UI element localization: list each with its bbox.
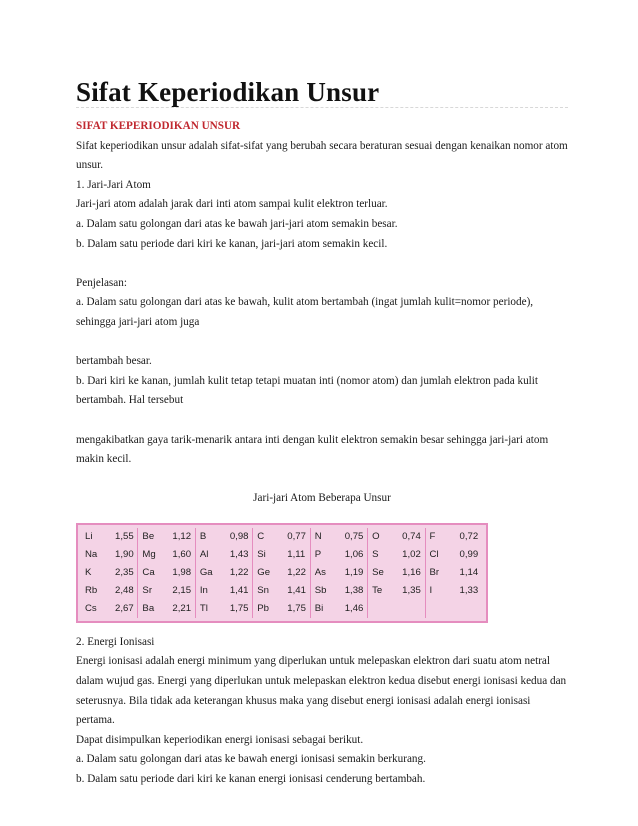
element-radius: 1,46: [341, 600, 368, 618]
element-radius: 2,67: [111, 600, 138, 618]
element-symbol: Sb: [314, 585, 327, 597]
element-symbol: Br: [429, 567, 440, 579]
element-symbol: P: [314, 549, 322, 561]
element-symbol: C: [257, 531, 265, 543]
element-symbol: [426, 600, 456, 618]
element-symbol: I: [429, 585, 433, 597]
element-symbol: Na: [85, 549, 98, 561]
element-radius: 1,90: [111, 546, 138, 564]
explain-a-1: a. Dalam satu golongan dari atas ke bawah, kulit atom bertambah (ingat jumlah kulit=nomor periode), sehingga jari-jari atom juga: [76, 296, 534, 328]
element-symbol: Rb: [85, 585, 98, 597]
element-symbol: K: [85, 567, 92, 579]
spacer: [76, 254, 568, 274]
element-radius: 0,77: [283, 528, 310, 546]
element-symbol: Ca: [142, 567, 155, 579]
spacer: [76, 333, 568, 353]
element-symbol: Al: [199, 549, 209, 561]
table-caption: Jari-jari Atom Beberapa Unsur: [253, 492, 391, 505]
element-symbol: N: [314, 531, 322, 543]
element-symbol: Tl: [199, 603, 208, 615]
spacer: [76, 411, 568, 431]
element-radius: 0,99: [459, 549, 479, 561]
element-radius: 1,41: [226, 582, 253, 600]
table-row: [81, 564, 483, 582]
element-radius: 1,22: [226, 564, 253, 582]
element-symbol: Ga: [199, 567, 213, 579]
element-symbol: Te: [372, 585, 383, 597]
element-radius: 1,22: [283, 564, 310, 582]
element-radius: 1,60: [168, 546, 195, 564]
element-radius: 1,43: [226, 546, 253, 564]
element-radius: 0,75: [341, 528, 368, 546]
jari-heading: 1. Jari-Jari Atom: [76, 178, 151, 191]
ionisasi-conclusion: Dapat disimpulkan keperiodikan energi ionisasi sebagai berikut.: [76, 733, 364, 746]
element-radius: [456, 600, 483, 618]
element-radius: 1,33: [459, 585, 479, 597]
element-radius: 1,14: [459, 567, 479, 579]
element-radius: 0,98: [226, 528, 253, 546]
ionisasi-point-a: a. Dalam satu golongan dari atas ke bawah energi ionisasi semakin berkurang.: [76, 753, 426, 766]
table-row: [81, 582, 483, 600]
title-divider: [76, 107, 568, 108]
explain-b-2: mengakibatkan gaya tarik-menarik antara inti dengan kulit elektron semakin besar sehingga jari-jari atom makin kecil.: [76, 433, 549, 466]
element-symbol: Sn: [257, 585, 270, 597]
element-symbol: Be: [142, 531, 155, 543]
element-radius: [398, 600, 425, 618]
element-symbol: Ge: [257, 567, 271, 579]
element-radius: 1,35: [398, 582, 425, 600]
explain-a-2: bertambah besar.: [76, 355, 152, 368]
element-symbol: Li: [85, 531, 93, 543]
element-symbol: Se: [372, 567, 384, 579]
element-symbol: S: [372, 549, 379, 561]
jari-point-a: a. Dalam satu golongan dari atas ke bawah jari-jari atom semakin besar.: [76, 217, 398, 230]
element-symbol: Pb: [257, 603, 270, 615]
element-radius: 1,12: [168, 528, 195, 546]
element-symbol: Bi: [314, 603, 324, 615]
element-radius: 1,98: [168, 564, 195, 582]
element-radius: 1,75: [283, 600, 310, 618]
element-radius: 2,48: [111, 582, 138, 600]
element-radius: 1,38: [341, 582, 368, 600]
element-radius: 2,21: [168, 600, 195, 618]
element-symbol: Mg: [142, 549, 156, 561]
element-radius: 1,16: [398, 564, 425, 582]
element-radius: 1,11: [283, 546, 310, 564]
table-row: [81, 546, 483, 564]
ionisasi-definition: Energi ionisasi adalah energi minimum yang diperlukan untuk melepaskan elektron dari suatu atom netral dalam wujud gas. Energi yang diperlukan untuk melepaskan elektron kedua disebut energi ionisasi kedua dan seterusnya. Bila tidak ada keterangan khusus maka yang disebut energi ionisasi adalah energi ionisasi pertama.: [76, 655, 567, 727]
element-radius: 1,41: [283, 582, 310, 600]
section-heading: SIFAT KEPERIODIKAN UNSUR: [76, 120, 241, 132]
element-radius: 2,35: [111, 564, 138, 582]
element-symbol: [368, 600, 398, 618]
atomic-radius-grid: [81, 528, 483, 618]
element-symbol: Sr: [142, 585, 153, 597]
element-radius: 2,15: [168, 582, 195, 600]
spacer: [76, 470, 568, 490]
article-body: [76, 117, 568, 790]
element-symbol: Ba: [142, 603, 155, 615]
table-row: [81, 600, 483, 618]
jari-point-b: b. Dalam satu periode dari kiri ke kanan, jari-jari atom semakin kecil.: [76, 237, 388, 250]
element-radius: 1,55: [111, 528, 138, 546]
explain-b-1: b. Dari kiri ke kanan, jumlah kulit tetap tetapi muatan inti (nomor atom) dan jumlah elektron pada kulit bertambah. Hal tersebut: [76, 374, 538, 407]
element-symbol: B: [199, 531, 207, 543]
table-row: [81, 528, 483, 546]
element-symbol: F: [429, 531, 436, 543]
element-radius: 1,75: [226, 600, 253, 618]
element-symbol: Cs: [85, 603, 97, 615]
atomic-radius-table: [76, 523, 488, 623]
explain-label: Penjelasan:: [76, 276, 127, 289]
ionisasi-point-b: b. Dalam satu periode dari kiri ke kanan energi ionisasi cenderung bertambah.: [76, 773, 426, 786]
element-symbol: Cl: [429, 549, 439, 561]
element-radius: 1,06: [341, 546, 368, 564]
element-radius: 1,02: [398, 546, 425, 564]
ionisasi-heading: 2. Energi Ionisasi: [76, 635, 155, 648]
page-title: Sifat Keperiodikan Unsur: [76, 77, 380, 107]
jari-definition: Jari-jari atom adalah jarak dari inti atom sampai kulit elektron terluar.: [76, 198, 388, 211]
element-radius: 0,74: [398, 528, 425, 546]
element-symbol: In: [199, 585, 208, 597]
element-symbol: O: [372, 531, 380, 543]
element-radius: 1,19: [341, 564, 368, 582]
intro-paragraph: Sifat keperiodikan unsur adalah sifat-sifat yang berubah secara beraturan sesuai dengan kenaikan nomor atom unsur.: [76, 139, 568, 172]
element-radius: 0,72: [459, 531, 479, 543]
element-symbol: Si: [257, 549, 266, 561]
element-symbol: As: [314, 567, 326, 579]
